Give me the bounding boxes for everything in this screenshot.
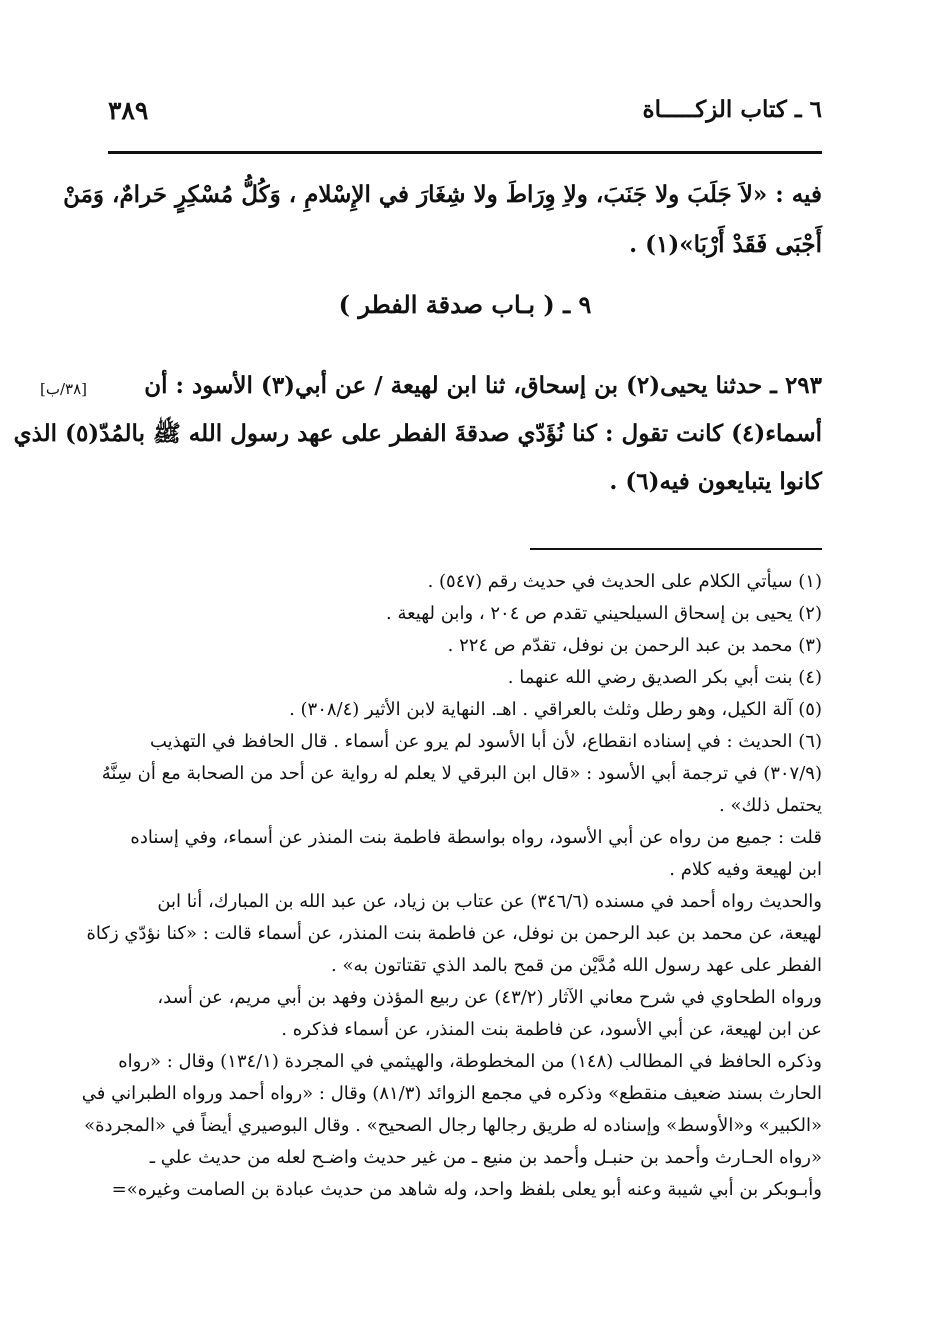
intro-line: أَجْبَى فَقَدْ أَرْبَا»(١) .	[629, 231, 822, 258]
footnote-line: وأبـوبكر بن أبي شيبة وعنه أبو يعلى بلفظ واحد، وله شاهد من حديث عبادة بن الصامت وغيره»=	[111, 1179, 822, 1200]
footnote-line: (٣٠٧/٩) في ترجمة أبي الأسود : «قال ابن البرقي لا يعلم له رواية عن أحد من الصحابة مع أن سِنَّهُ	[101, 763, 822, 784]
footnote-line: (٤) بنت أبي بكر الصديق رضي الله عنهما .	[507, 667, 822, 688]
footnote-line: (٣) محمد بن عبد الرحمن بن نوفل، تقدّم ص ٢٢٤ .	[447, 635, 822, 656]
footnote-line: ورواه الطحاوي في شرح معاني الآثار (٤٣/٢) عن ربيع المؤذن وفهد بن أبي مريم، عن أسد،	[157, 987, 822, 1008]
hadith-line: أسماء(٤) كانت تقول : كنا نُؤَدّي صدقةَ الفطر على عهد رسول الله ﷺ بالمُدّ(٥) الذي	[13, 420, 822, 447]
footnote-line: (٦) الحديث : في إسناده انقطاع، لأن أبا الأسود لم يرو عن أسماء . قال الحافظ في التهذيب	[149, 731, 822, 752]
header-rule	[108, 151, 822, 154]
footnote-line: عن ابن لهيعة، عن أبي الأسود، عن فاطمة بنت المنذر، عن أسماء فذكره .	[281, 1019, 822, 1040]
chapter-title: ٦ ـ كتاب الزكـــــاة	[642, 96, 822, 123]
footnote-line: وذكره الحافظ في المطالب (١٤٨) من المخطوطة، والهيثمي في المجردة (١٣٤/١) وقال : «رواه	[118, 1051, 822, 1072]
footnote-line: يحتمل ذلك» .	[719, 795, 822, 816]
footnote-line: الفطر على عهد رسول الله مُدَّيْن من قمح بالمد الذي تقتاتون به» .	[331, 955, 822, 976]
intro-line: فيه : «لاَ جَلَبَ ولا جَنَبَ، ولاِ وِرَاطَ ولا شِغَارَ في الإِسْلامِ ، وَكُلُّ مُسْكِرٍ حَرامٌ، وَمَنْ	[63, 181, 822, 208]
footnote-line: لهيعة، عن محمد بن عبد الرحمن بن نوفل، عن فاطمة بنت المنذر، عن أسماء قالت : «كنا نؤدّي زكاة	[86, 923, 822, 944]
footnote-line: الحارث بسند ضعيف منقطع» وذكره في مجمع الزوائد (٨١/٣) وقال : «رواه أحمد ورواه الطبراني في	[81, 1083, 822, 1104]
hadith-line: كانوا يتبايعون فيه(٦) .	[609, 468, 822, 495]
footnote-line: (٥) آلة الكيل، وهو رطل وثلث بالعراقي . اهـ. النهاية لابن الأثير (٣٠٨/٤) .	[289, 699, 822, 720]
hadith-line: ٢٩٣ ـ حدثنا يحيى(٢) بن إسحاق، ثنا ابن لهيعة / عن أبي(٣) الأسود : أن	[144, 372, 822, 399]
section-heading: ٩ ـ ( بـاب صدقة الفطر )	[338, 290, 592, 319]
intro-text	[63, 170, 822, 270]
footnote-line: «الكبير» و«الأوسط» وإسناده له طريق رجالها رجال الصحيح» . وقال البوصيري أيضاً في «المجردة»	[84, 1115, 822, 1136]
footnote-line: (٢) يحيى بن إسحاق السيلحيني تقدم ص ٢٠٤ ، وابن لهيعة .	[386, 603, 822, 624]
page-number: ٣٨٩	[108, 96, 149, 125]
page-header	[108, 96, 822, 146]
footnote-separator	[530, 548, 822, 550]
footnote-line: «رواه الحـارث وأحمد بن حنبـل وأحمد بن منيع ـ من غير حديث واضـح لعله من حديث علي ـ	[149, 1147, 822, 1168]
footnotes	[81, 566, 822, 1206]
manuscript-folio-marker: [٣٨/ب]	[40, 380, 88, 398]
footnote-line: قلت : جميع من رواه عن أبي الأسود، رواه بواسطة فاطمة بنت المنذر عن أسماء، وفي إسناده	[130, 827, 822, 848]
footnote-line: والحديث رواه أحمد في مسنده (٣٤٦/٦) عن عتاب بن زياد، عن عبد الله بن المبارك، أنا ابن	[157, 891, 822, 912]
footnote-line: ابن لهيعة وفيه كلام .	[669, 859, 822, 880]
footnote-line: (١) سيأتي الكلام على الحديث في حديث رقم (٥٤٧) .	[427, 571, 822, 592]
